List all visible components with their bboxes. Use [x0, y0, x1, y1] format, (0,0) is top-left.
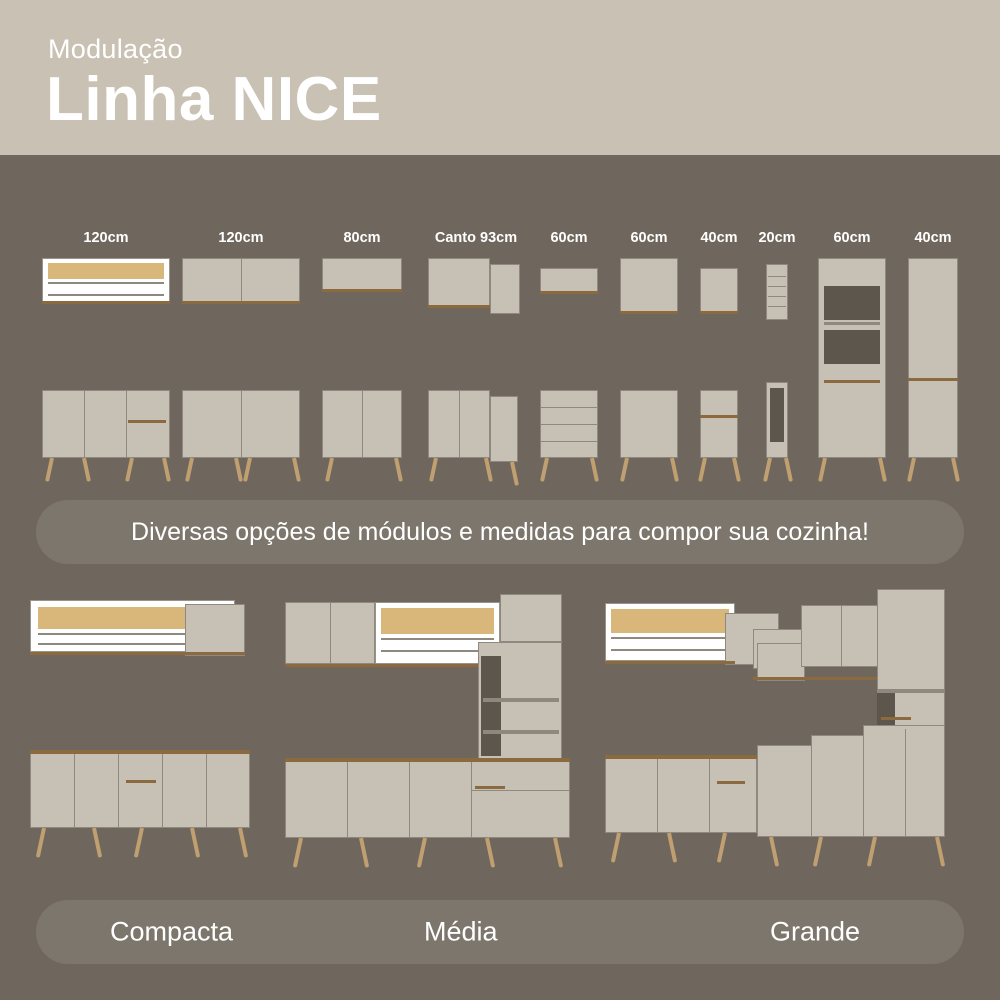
module-caption: 20cm: [758, 230, 796, 246]
header-subtitle: Modulação: [48, 34, 183, 64]
info-banner-text: Diversas opções de módulos e medidas para compor sua cozinha!: [131, 517, 869, 546]
compositions-area: [0, 575, 1000, 895]
modules-grid: [0, 155, 1000, 485]
header-band: [0, 0, 1000, 155]
composition-grande: [605, 585, 955, 875]
page-title: Linha NICE: [46, 65, 382, 134]
module-item: [908, 230, 958, 500]
module-item: [428, 230, 524, 500]
module-caption: 60cm: [550, 230, 588, 246]
module-caption: 60cm: [630, 230, 668, 246]
composition-label-grande: Grande: [770, 916, 861, 947]
module-item: [818, 230, 886, 500]
info-banner: [36, 500, 964, 564]
module-item: [620, 230, 678, 500]
module-caption: 60cm: [833, 230, 871, 246]
module-caption: 40cm: [914, 230, 952, 246]
module-caption: Canto 93cm: [434, 230, 518, 246]
composition-compacta: [30, 600, 260, 875]
module-caption: 40cm: [700, 230, 738, 246]
module-item: [42, 230, 170, 500]
compositions-footer: [36, 900, 964, 964]
module-item: [322, 230, 402, 500]
module-item: [540, 230, 598, 500]
module-item: [758, 230, 796, 500]
composition-label-media: Média: [424, 916, 498, 947]
module-item: [182, 230, 300, 500]
module-caption: 80cm: [343, 230, 381, 246]
composition-media: [285, 590, 575, 875]
module-caption: 120cm: [83, 230, 129, 246]
composition-label-compacta: Compacta: [110, 916, 234, 947]
module-caption: 120cm: [218, 230, 264, 246]
module-item: [700, 230, 738, 500]
